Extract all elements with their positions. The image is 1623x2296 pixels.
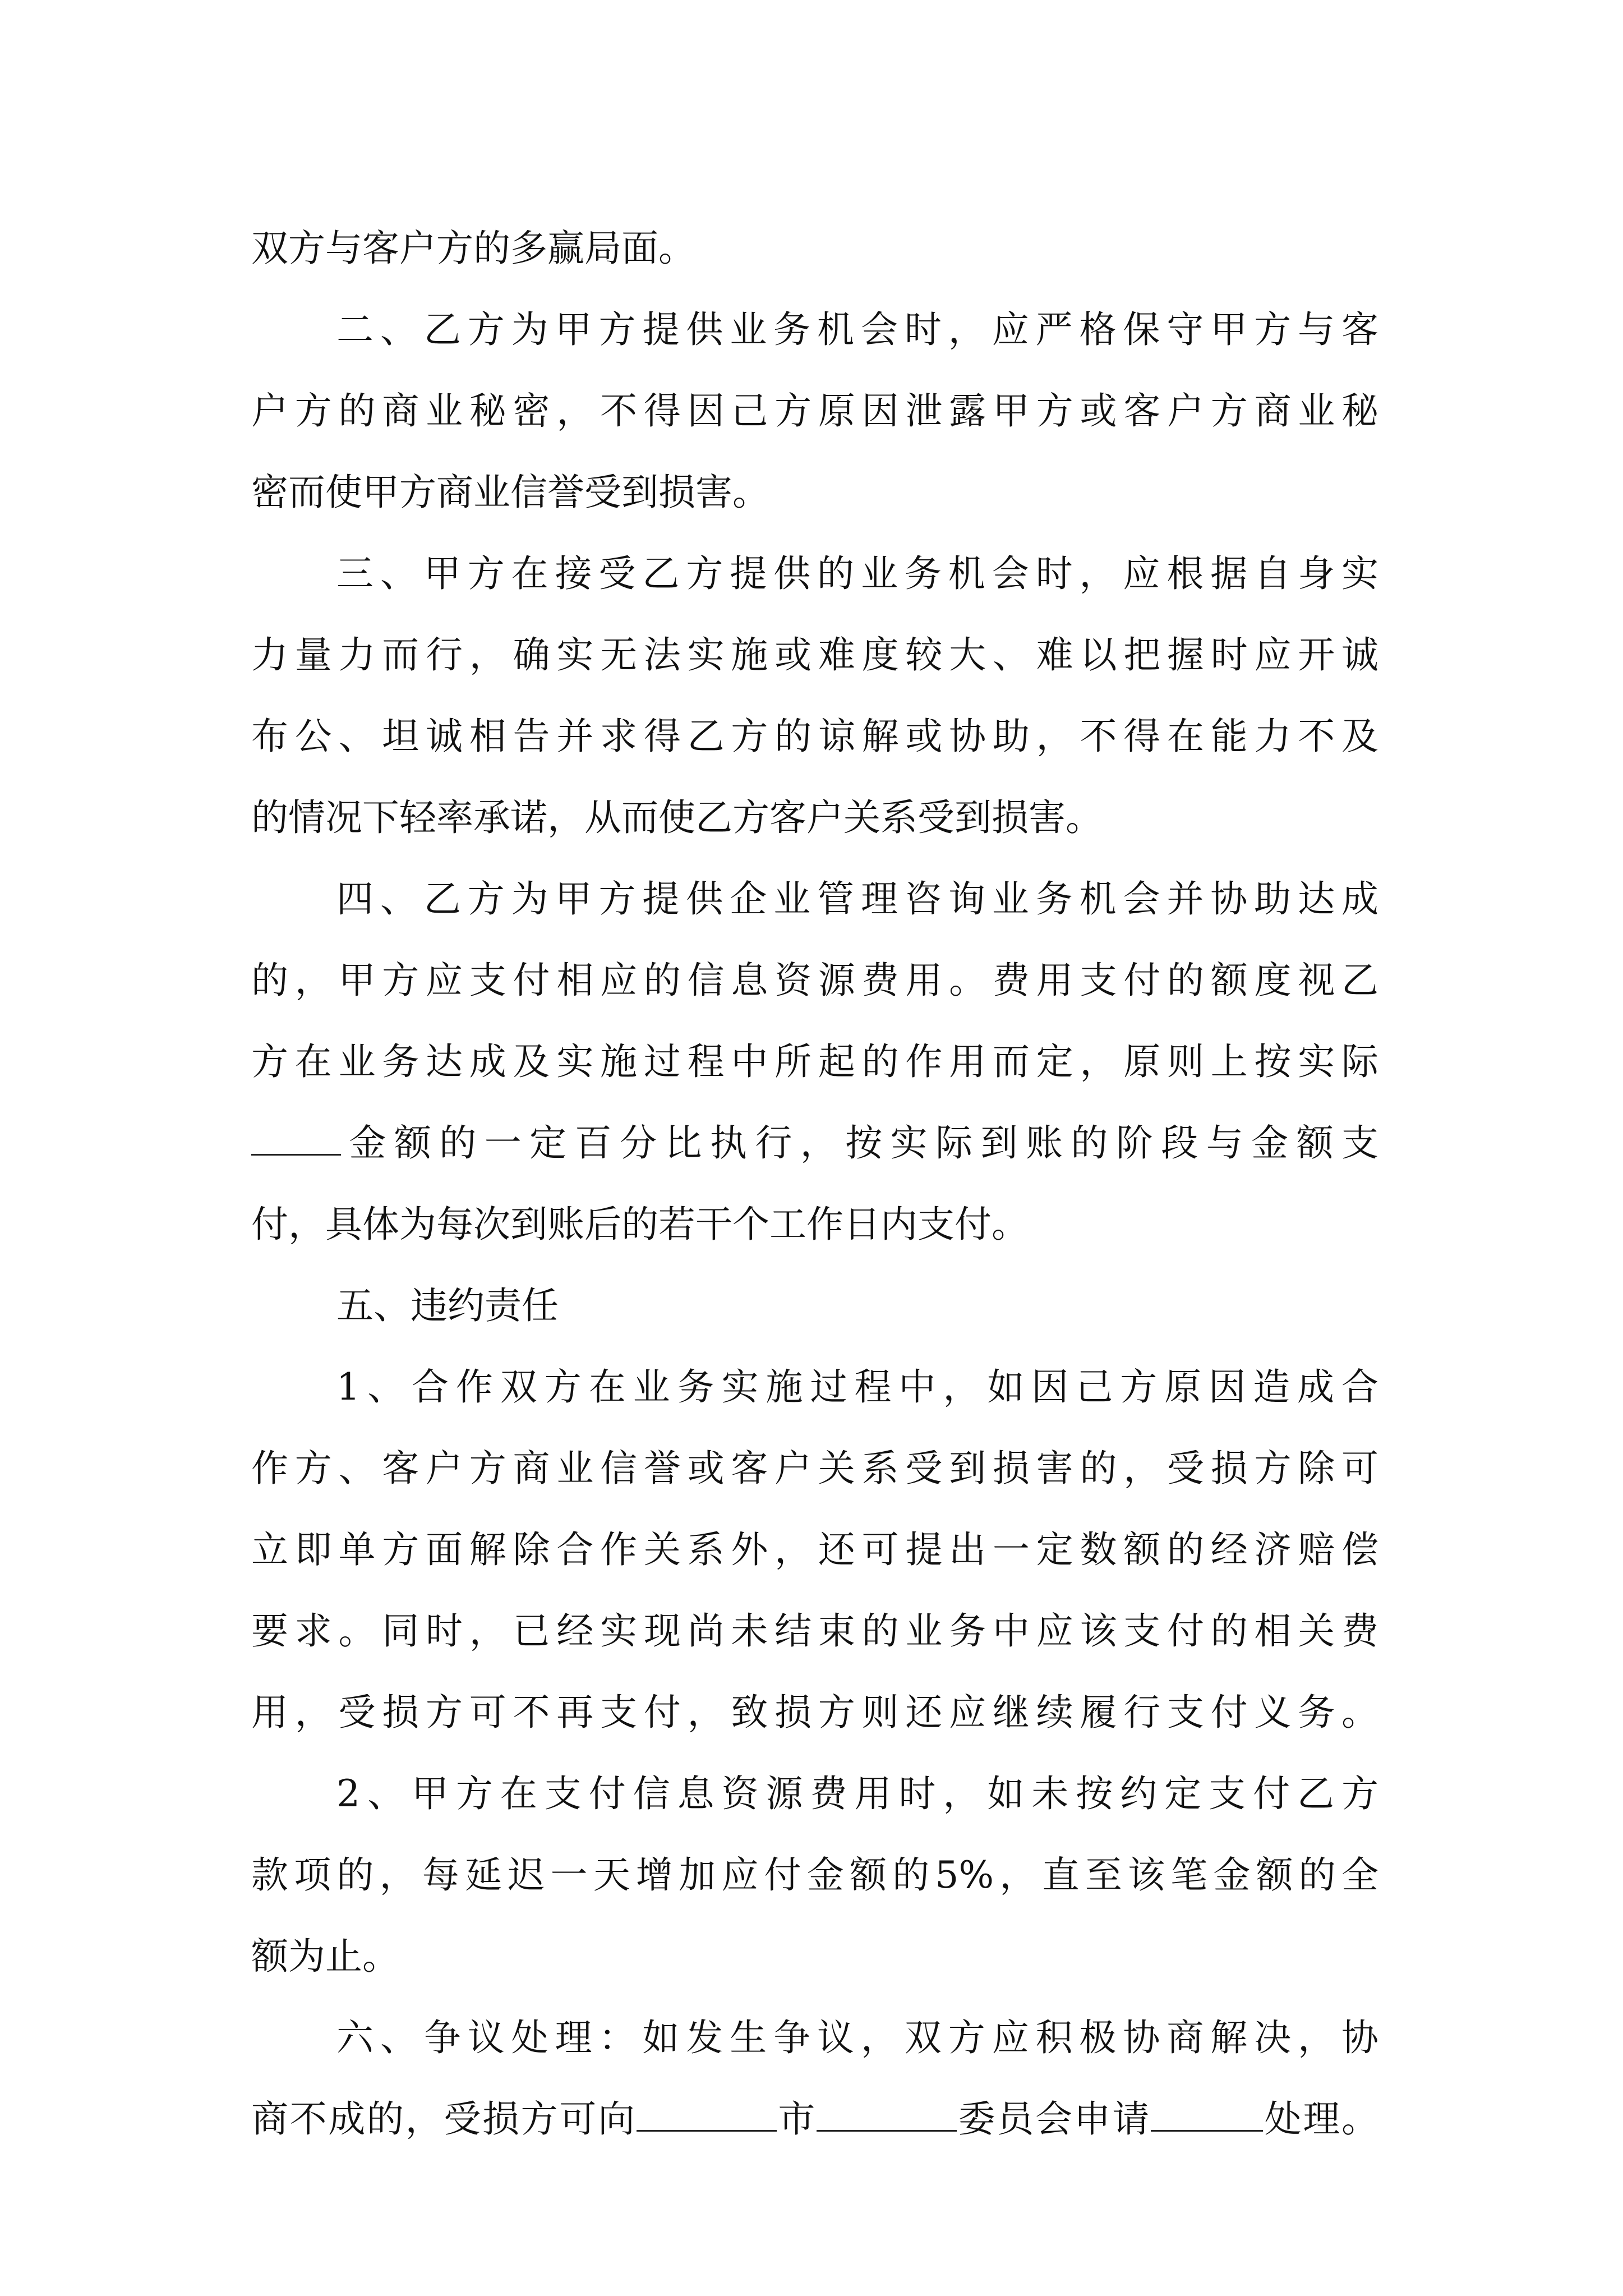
fill-in-blank — [1151, 2101, 1263, 2132]
text-line: 1、合作双方在业务实施过程中，如因己方原因造成合 — [336, 1365, 1378, 1409]
text-line: 作方、客户方商业信誉或客户关系受到损害的，受损方除可 — [251, 1447, 1378, 1490]
text-line: 力量力而行，确实无法实施或难度较大、难以把握时应开诚 — [251, 633, 1378, 677]
text-line: 要求。同时，已经实现尚未结束的业务中应该支付的相关费 — [251, 1609, 1378, 1653]
fill-in-blank — [817, 2101, 957, 2132]
text-fragment: 商不成的，受损方可向 — [251, 2097, 637, 2141]
text-line: 三、甲方在接受乙方提供的业务机会时，应根据自身实 — [336, 552, 1378, 595]
text-line: 户方的商业秘密，不得因己方原因泄露甲方或客户方商业秘 — [251, 389, 1378, 432]
document-body — [251, 208, 1378, 2160]
text-line-with-blanks — [251, 2078, 1378, 2160]
text-line: 密而使甲方商业信誉受到损害。 — [251, 471, 769, 514]
section-heading: 五、违约责任 — [336, 1284, 559, 1327]
fill-in-blank — [251, 1125, 341, 1156]
text-line: 方在业务达成及实施过程中所起的作用而定，原则上按实际 — [251, 1040, 1378, 1083]
text-line: 的情况下轻率承诺，从而使乙方客户关系受到损害。 — [251, 796, 1103, 839]
text-fragment: 金额的一定百分比执行，按实际到账的阶段与金额支 — [341, 1121, 1378, 1165]
text-line: 的，甲方应支付相应的信息资源费用。费用支付的额度视乙 — [251, 959, 1378, 1002]
text-line: 四、乙方为甲方提供企业管理咨询业务机会并协助达成 — [336, 877, 1378, 921]
fill-in-blank — [637, 2101, 777, 2132]
text-line: 款项的，每延迟一天增加应付金额的5%，直至该笔金额的全 — [251, 1853, 1378, 1897]
text-fragment: 处理。 — [1263, 2097, 1379, 2141]
text-fragment: 市 — [776, 2097, 817, 2141]
text-line: 立即单方面解除合作关系外，还可提出一定数额的经济赔偿 — [251, 1528, 1378, 1571]
text-line: 2、甲方在支付信息资源费用时，如未按约定支付乙方 — [336, 1772, 1378, 1815]
text-line: 额为止。 — [251, 1935, 399, 1978]
text-line: 付，具体为每次到账后的若干个工作日内支付。 — [251, 1203, 1029, 1246]
text-line: 六、争议处理：如发生争议，双方应积极协商解决，协 — [336, 2016, 1378, 2059]
text-line: 双方与客户方的多赢局面。 — [251, 227, 695, 270]
text-line-with-blank — [251, 1102, 1378, 1184]
text-fragment: 委员会申请 — [957, 2097, 1151, 2141]
text-line: 二、乙方为甲方提供业务机会时，应严格保守甲方与客 — [336, 308, 1378, 351]
text-line: 布公、坦诚相告并求得乙方的谅解或协助，不得在能力不及 — [251, 715, 1378, 758]
text-line: 用，受损方可不再支付，致损方则还应继续履行支付义务。 — [251, 1691, 1378, 1734]
